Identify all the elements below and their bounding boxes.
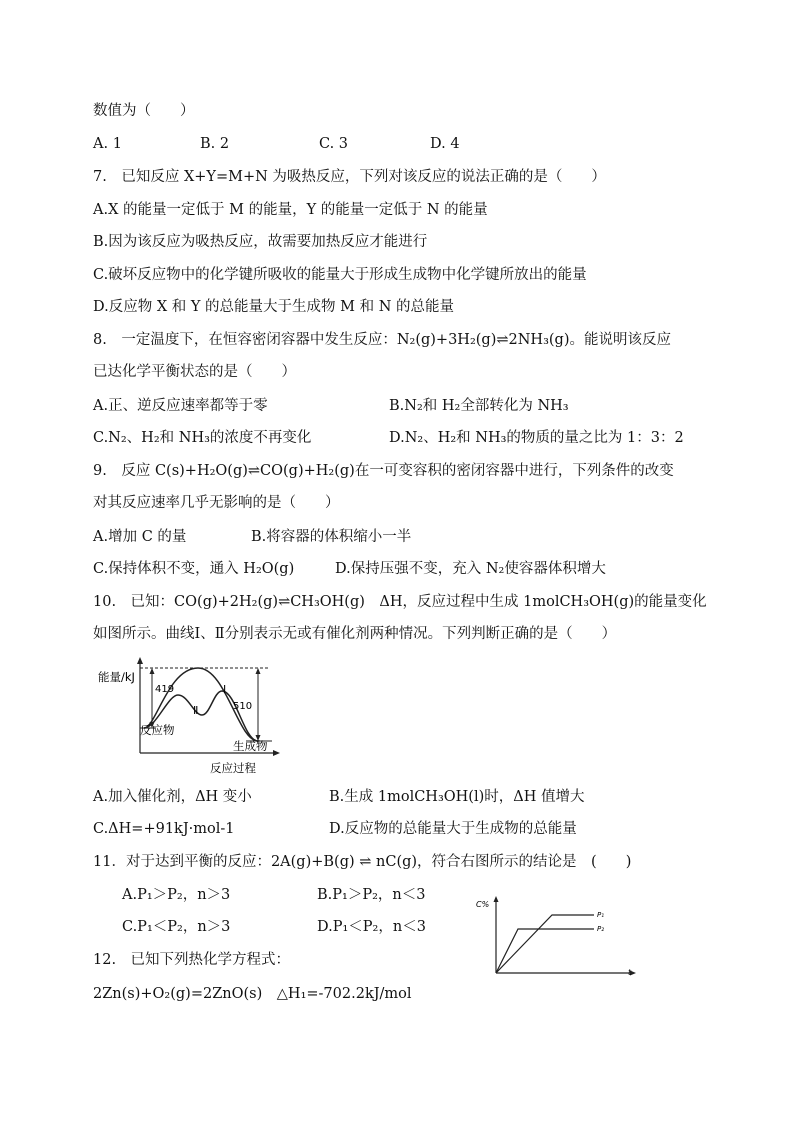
q7-option-b: B.因为该反应为吸热反应，故需要加热反应才能进行 bbox=[93, 234, 428, 250]
q8-option-d: D.N₂、H₂和 NH₃的物质的量之比为 1：3：2 bbox=[389, 430, 684, 446]
value-419-label: 419 bbox=[155, 684, 175, 695]
q11-option-d: D.P₁＜P₂，n＜3 bbox=[317, 919, 426, 935]
q9-option-d: D.保持压强不变，充入 N₂使容器体积增大 bbox=[335, 561, 606, 577]
q9-option-a: A.增加 C 的量 bbox=[93, 529, 187, 545]
q9-stem-line1: 9. 反应 C(s)+H₂O(g)⇌CO(g)+H₂(g)在一可变容积的密闭容器中进行，下列条件的改变 bbox=[93, 463, 674, 479]
curve-2-label: Ⅱ bbox=[193, 704, 199, 717]
option-d: D. 4 bbox=[430, 136, 460, 152]
option-b: B. 2 bbox=[200, 136, 230, 152]
q8-stem-line1: 8. 一定温度下，在恒容密闭容器中发生反应：N₂(g)+3H₂(g)⇌2NH₃(g)。能说明该反应 bbox=[93, 332, 671, 348]
q11-option-b: B.P₁＞P₂，n＜3 bbox=[317, 887, 426, 903]
q11-option-c: C.P₁＜P₂，n＞3 bbox=[122, 919, 231, 935]
option-a: A. 1 bbox=[93, 136, 122, 152]
q7-option-a: A.X 的能量一定低于 M 的能量，Y 的能量一定低于 N 的能量 bbox=[93, 202, 488, 218]
time-axis-label: t bbox=[628, 968, 632, 977]
q10-option-b: B.生成 1molCH₃OH(l)时，ΔH 值增大 bbox=[329, 789, 585, 805]
product-label: 生成物 bbox=[233, 739, 268, 753]
intro-options bbox=[93, 134, 693, 154]
option-c: C. 3 bbox=[319, 136, 349, 152]
q7-stem: 7. 已知反应 X+Y=M+N 为吸热反应，下列对该反应的说法正确的是（ ） bbox=[93, 169, 606, 185]
q7-option-c: C.破坏反应物中的化学键所吸收的能量大于形成生成物中化学键所放出的能量 bbox=[93, 267, 587, 283]
q9-stem-line2: 对其反应速率几乎无影响的是（ ） bbox=[93, 495, 340, 511]
curve-1-label: Ⅰ bbox=[223, 683, 227, 696]
q9-option-c: C.保持体积不变，通入 H₂O(g) bbox=[93, 561, 295, 577]
q10-option-c: C.ΔH=+91kJ·mol-1 bbox=[93, 821, 235, 837]
concentration-time-graph bbox=[472, 895, 642, 977]
c-percent-label: C% bbox=[476, 900, 490, 909]
intro-text: 数值为（ ） bbox=[93, 103, 195, 119]
energy-diagram bbox=[96, 655, 286, 777]
q11-options-row1 bbox=[122, 885, 482, 905]
value-510-label: 510 bbox=[233, 701, 253, 712]
q10-stem-line2: 如图所示。曲线Ⅰ、Ⅱ分别表示无或有催化剂两种情况。下列判断正确的是（ ） bbox=[93, 626, 617, 642]
q9-options-row2 bbox=[93, 559, 713, 579]
q10-option-a: A.加入催化剂，ΔH 变小 bbox=[93, 789, 252, 805]
q7-option-d: D.反应物 X 和 Y 的总能量大于生成物 M 和 N 的总能量 bbox=[93, 299, 455, 315]
q8-option-c: C.N₂、H₂和 NH₃的浓度不再变化 bbox=[93, 430, 312, 446]
p2-label: P₂ bbox=[597, 925, 605, 933]
p1-label: P₁ bbox=[597, 911, 605, 919]
reactant-label: 反应物 bbox=[140, 723, 175, 737]
q8-options-row2 bbox=[93, 428, 713, 448]
q10-options-row1 bbox=[93, 787, 713, 807]
q11-stem: 11．对于达到平衡的反应：2A(g)+B(g) ⇌ nC(g)，符合右图所示的结论是 ( ) bbox=[93, 854, 632, 870]
q8-option-a: A.正、逆反应速率都等于零 bbox=[93, 398, 268, 414]
q10-stem-line1: 10. 已知：CO(g)+2H₂(g)⇌CH₃OH(g) ΔH，反应过程中生成 1molCH₃OH(g)的能量变化 bbox=[93, 594, 707, 610]
q9-options-row1 bbox=[93, 527, 713, 547]
q12-stem: 12. 已知下列热化学方程式： bbox=[93, 952, 291, 968]
q8-stem-line2: 已达化学平衡状态的是（ ） bbox=[93, 364, 296, 380]
q11-option-a: A.P₁＞P₂，n＞3 bbox=[122, 887, 231, 903]
q10-options-row2 bbox=[93, 819, 713, 839]
q12-equation-1: 2Zn(s)+O₂(g)=2ZnO(s) △H₁=-702.2kJ/mol bbox=[93, 986, 412, 1002]
energy-axis-label: 能量/kJ bbox=[98, 670, 135, 684]
q11-options-row2 bbox=[122, 917, 482, 937]
reaction-process-label: 反应过程 bbox=[210, 761, 256, 775]
q9-option-b: B.将容器的体积缩小一半 bbox=[251, 529, 412, 545]
q10-option-d: D.反应物的总能量大于生成物的总能量 bbox=[329, 821, 577, 837]
q8-options-row1 bbox=[93, 396, 713, 416]
q8-option-b: B.N₂和 H₂全部转化为 NH₃ bbox=[389, 398, 569, 414]
